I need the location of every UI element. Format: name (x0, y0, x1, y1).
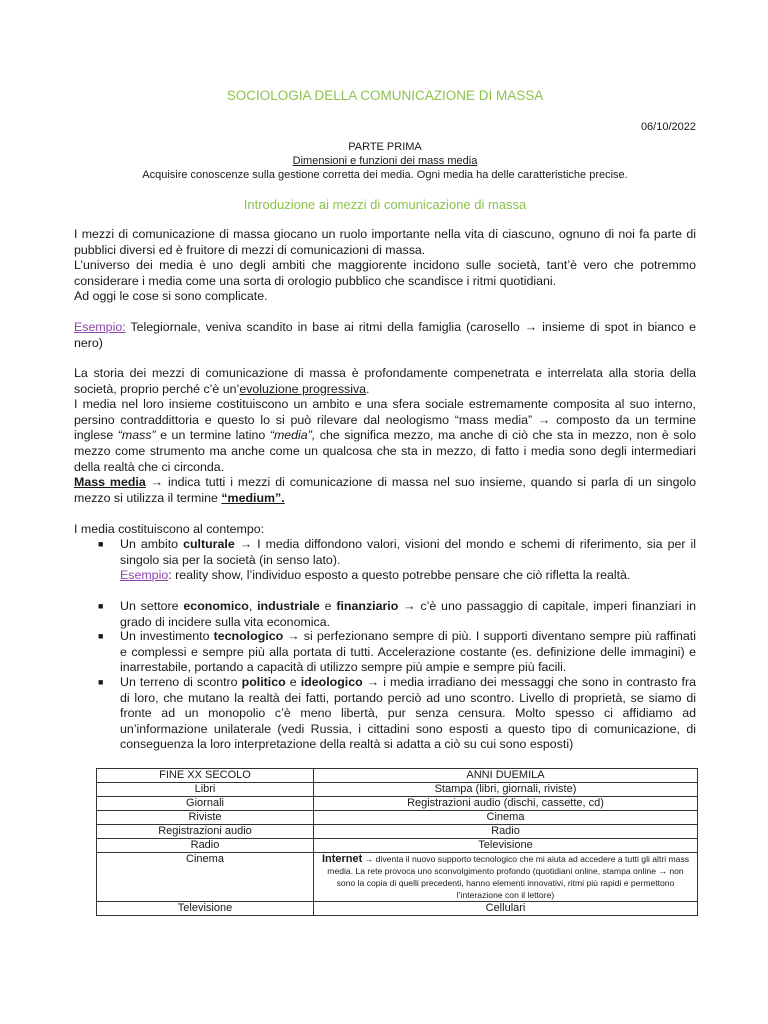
table-cell: Giornali (97, 797, 314, 811)
intro-paragraph (74, 227, 696, 305)
table-header-cell: ANNI DUEMILA (314, 769, 698, 783)
table-row (97, 839, 698, 853)
example-label: Esempio (120, 568, 169, 583)
history-text: → indica tutti i mezzi di comunicazione di massa nel suo insieme, quando si parla di un singolo mezzo si utilizza il termine (74, 475, 697, 505)
term-media: “media”, (269, 428, 316, 443)
list-text: → I media diffondono valori, visioni del mondo e schemi di riferimento, sia per il singolo sia per la società (in senso lato). (120, 537, 697, 567)
table-header-cell: FINE XX SECOLO (97, 769, 314, 783)
table-cell: Libri (97, 783, 314, 797)
table-row (97, 797, 698, 811)
part-description: Acquisire conoscenze sulla gestione corretta dei media. Ogni media ha delle caratteristiche precise. (142, 169, 628, 181)
table-row (97, 783, 698, 797)
part-title: Dimensioni e funzioni dei mass media (292, 155, 478, 167)
part-label: PARTE PRIMA (348, 141, 422, 153)
list-text: e (319, 599, 337, 613)
list-item (74, 537, 696, 584)
table-header-row (97, 769, 698, 783)
table-cell: Riviste (97, 811, 314, 825)
list-text: Un ambito (120, 537, 184, 551)
keyword-economico: economico (183, 599, 249, 613)
bullet-icon: ■ (98, 631, 104, 641)
table-cell: Radio (97, 839, 314, 853)
history-text: . (366, 381, 370, 396)
list-text: , (248, 599, 258, 613)
table-cell: Registrazioni audio (dischi, cassette, cd) (314, 797, 698, 811)
list-item (74, 675, 696, 753)
table-cell: Cinema (314, 811, 698, 825)
list-intro: I media costituiscono al contempo: (74, 522, 265, 536)
example-paragraph (74, 320, 696, 351)
part-header (74, 140, 696, 182)
bullet-icon: ■ (98, 539, 104, 549)
bullet-icon: ■ (98, 601, 104, 611)
table-row (97, 853, 698, 902)
list-text: → i media irradiano dei messaggi che sono in contrasto fra di loro, che mutano la realtà dei fatti, portando perciò ad uno scontro. Livello di proprietà, se siamo di fronte ad un monopolio c’è meno libertà, pur senza censura. Molto spesso ci affidiamo ad un’informazione unilaterale (vedi Russia, i cittadini sono esposti a questo tipo di comunicazione, di conseguenza la loro interpretazione della realtà si adatta a ciò su cui sono esposti) (120, 675, 696, 752)
table-row (97, 811, 698, 825)
intro-sentence-3: Ad oggi le cose si sono complicate. (74, 289, 268, 304)
document-title: SOCIOLOGIA DELLA COMUNICAZIONE DI MASSA (226, 88, 544, 103)
intro-sentence-2: L’universo dei media è uno degli ambiti che maggiorente incidono sulle società, tant’è vero che potremmo considerare i media come una sorta di orologio pubblico che scandisce i ritmi quotidiani. (74, 258, 696, 288)
term-mass-media: Mass media (74, 475, 146, 490)
table-cell: Cinema (97, 853, 314, 902)
history-text: che significa mezzo, ma anche di ciò che sta in mezzo, non è solo mezzo come strumento ma anche come un qualcosa che sta in mezzo, di fatto i media sono degli intermediari della realtà che ci circonda. (74, 428, 696, 474)
internet-text: → diventa il nuovo supporto tecnologico che mi aiuta ad accedere a tutti gli altri mass media. La rete provoca uno sconvolgimento profondo (quotidiani online, stampa online → non sono la copia di quelli precedenti, hanno elementi innovativi, ritmi più rapidi e permettono l’interazione con il lettore) (327, 854, 690, 900)
bullet-icon: ■ (98, 677, 104, 687)
history-text: La storia dei mezzi di comunicazione di massa è profondamente compenetrata e interrelata alla storia della società, proprio perché c’è un’ (74, 366, 696, 396)
intro-sentence-1: I mezzi di comunicazione di massa giocano un ruolo importante nella vita di ciascuno, ognuno di noi fa parte di pubblici diversi ed è fruitore di mezzi di comunicazioni di massa. (74, 227, 696, 257)
keyword-politico: politico (241, 675, 286, 689)
list-item (74, 599, 696, 630)
example-text: : reality show, l’individuo esposto a questo potrebbe pensare che ciò rifletta la realtà. (168, 568, 631, 583)
term-mass: “mass” (117, 428, 156, 443)
table-cell: Radio (314, 825, 698, 839)
keyword-industriale: industriale (257, 599, 320, 613)
document-date: 06/10/2022 (640, 121, 696, 133)
internet-label: Internet (321, 853, 363, 865)
keyword-tecnologico: tecnologico (213, 629, 284, 643)
internet-cell (314, 853, 698, 902)
keyword-finanziario: finanziario (336, 599, 399, 613)
table-row (97, 902, 698, 916)
keyword-culturale: culturale (183, 537, 235, 551)
example-label: Esempio: (74, 320, 126, 334)
list-text: e (285, 675, 301, 689)
list-text: Un investimento (120, 629, 214, 643)
keyword-ideologico: ideologico (300, 675, 363, 689)
list-text: Un terreno di scontro (120, 675, 242, 689)
list-text: Un settore (120, 599, 184, 613)
example-text: Telegiornale, veniva scandito in base ai ritmi della famiglia (carosello → insieme di spot in bianco e nero) (74, 320, 696, 350)
list-text: → c’è uno passaggio di capitale, imperi finanziari in grado di incidere sulla vita economica. (120, 599, 697, 629)
table-cell: Televisione (97, 902, 314, 916)
history-text: e un termine latino (155, 428, 270, 443)
table-row (97, 825, 698, 839)
table-cell: Stampa (libri, giornali, riviste) (314, 783, 698, 797)
history-text: I media nel loro insieme costituiscono un ambito e una sfera sociale estremamente composita al suo interno, persino contraddittoria e questo lo si può rilevare dal neologismo “mass media” → composto da un termine inglese (74, 397, 696, 443)
list-text: → si perfezionano sempre di più. I supporti diventano sempre più raffinati e complessi e sempre più alla portata di tutti. Accelerazione costante (es. definizione delle immagini) e inarrestabile, portando a capacità di utilizzo sempre più ampie e sempre più facili. (120, 629, 696, 675)
media-comparison-table (96, 768, 698, 916)
term-medium: “medium”. (221, 490, 285, 505)
history-paragraph (74, 366, 696, 506)
list-item (74, 629, 696, 676)
table-cell: Televisione (314, 839, 698, 853)
section-title: Introduzione ai mezzi di comunicazione di massa (243, 197, 527, 212)
table-cell: Cellulari (314, 902, 698, 916)
table-cell: Registrazioni audio (97, 825, 314, 839)
evoluzione-progressiva: evoluzione progressiva (239, 381, 367, 396)
